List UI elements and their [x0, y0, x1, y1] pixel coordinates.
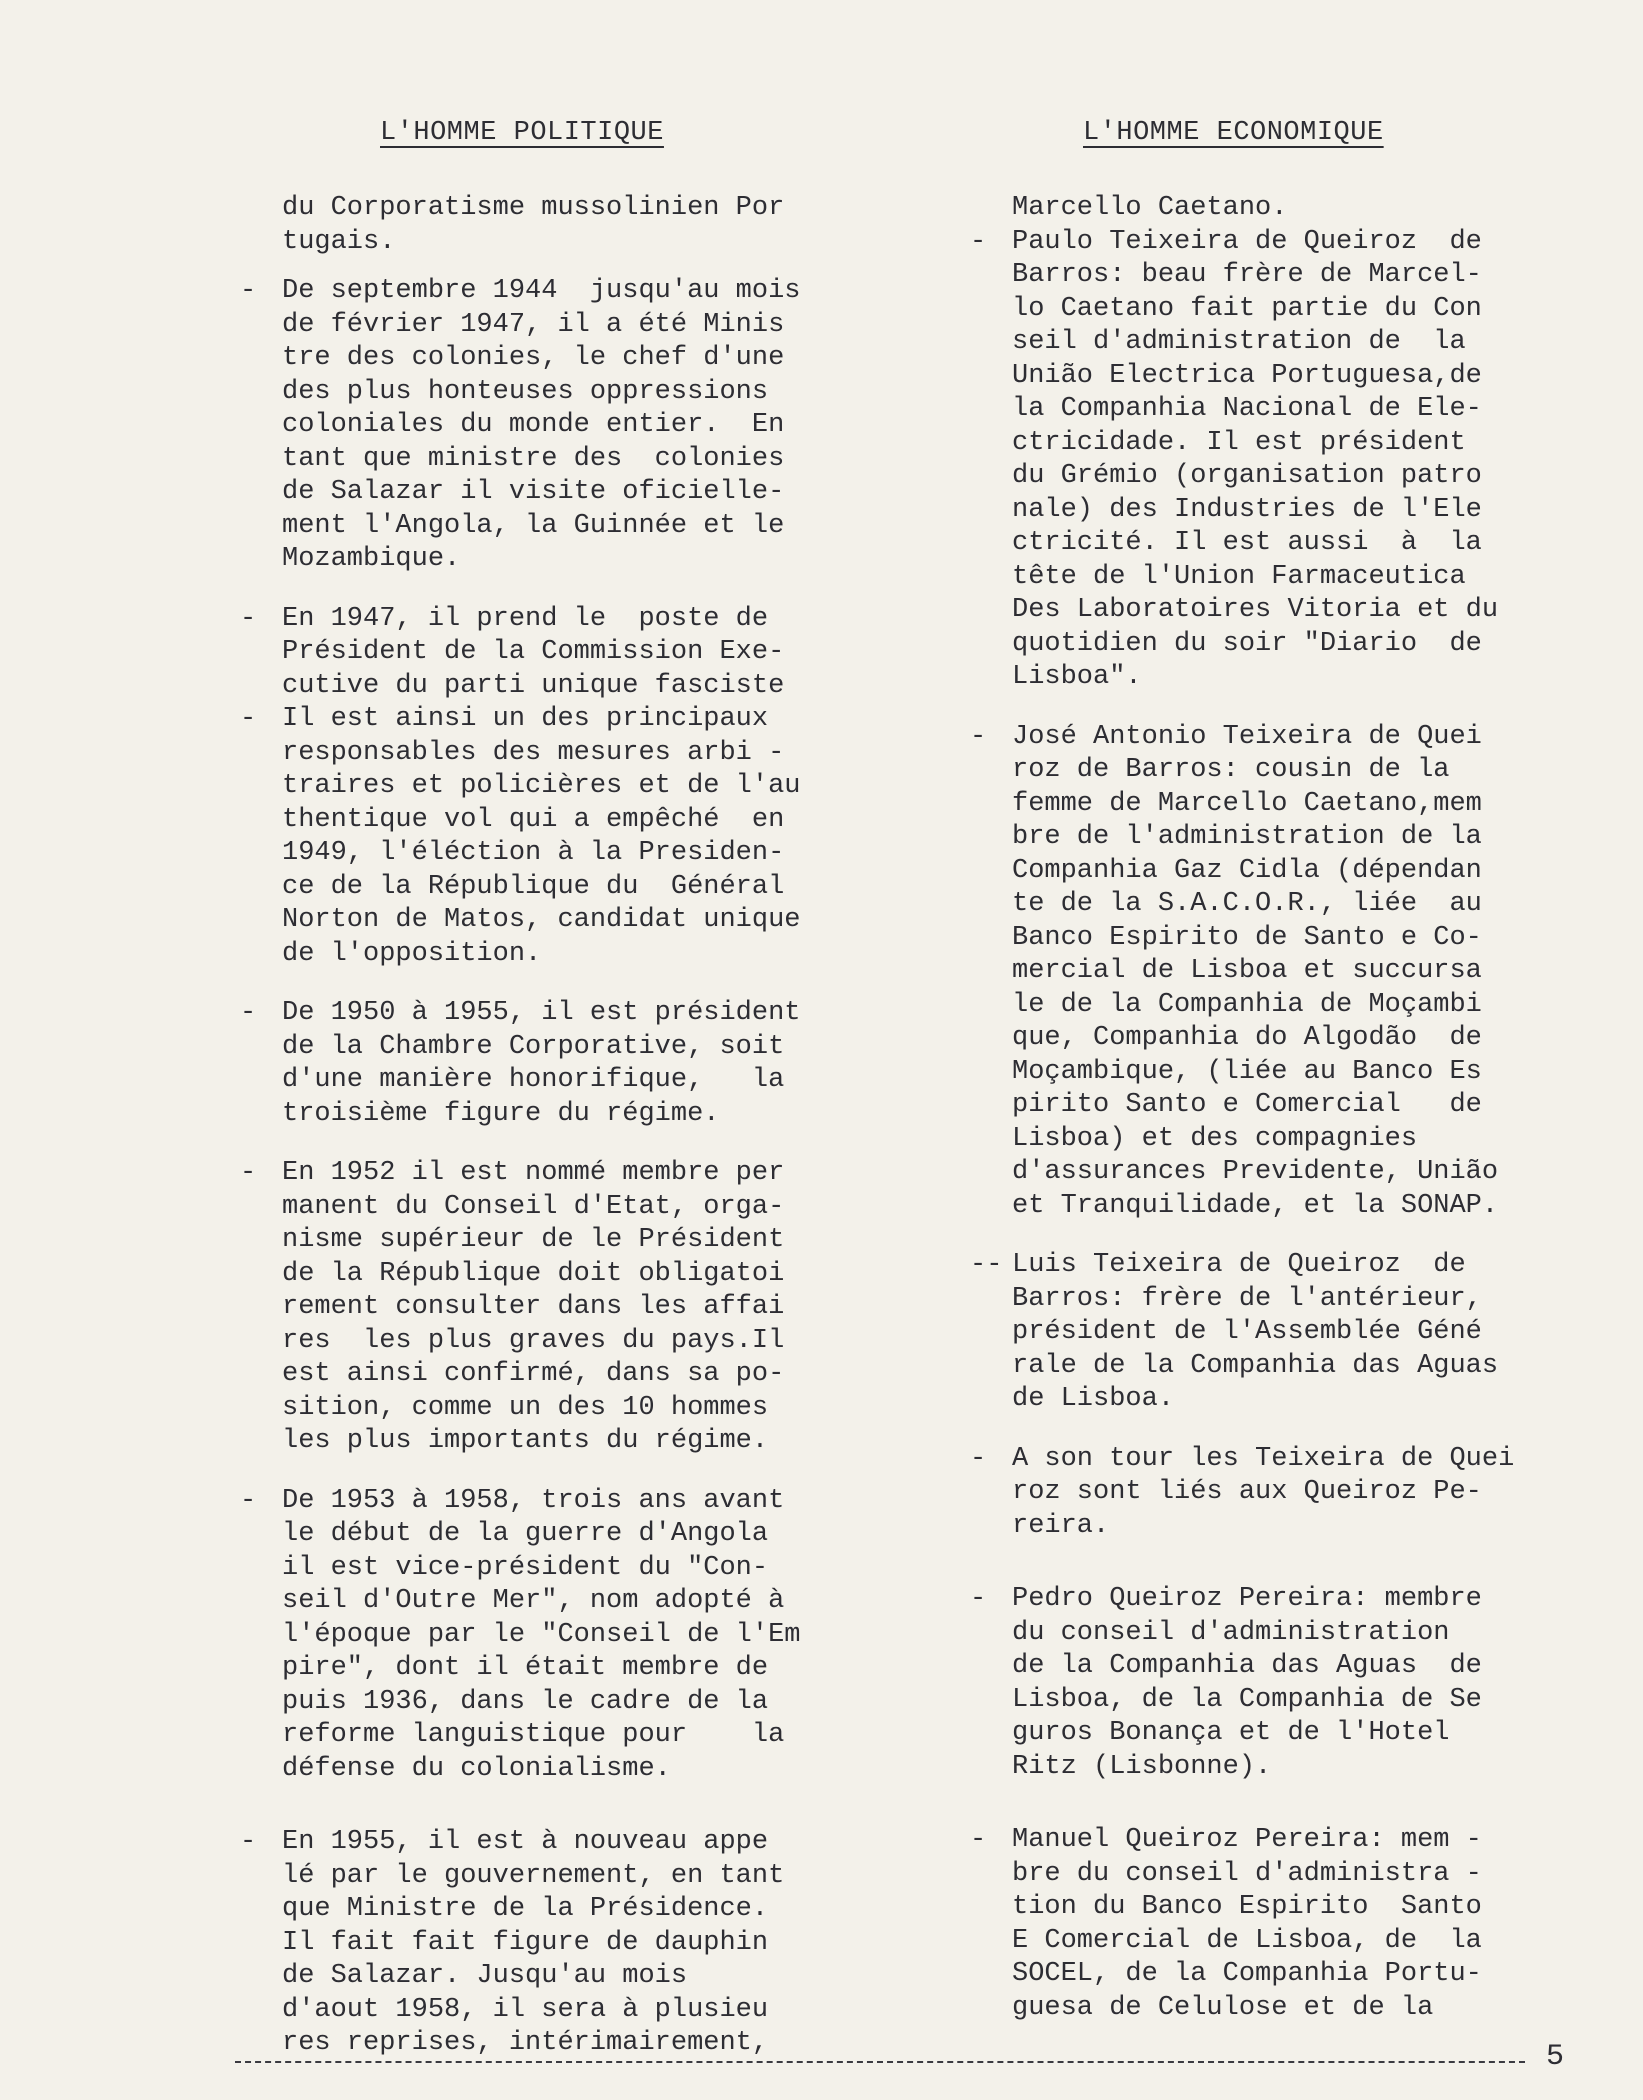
paragraph-text: Il est ainsi un des principaux responsables des mesures arbi - traires et policières et de l'au thentique vol qui a empêché en 1949, l'éléction à la Presiden- ce de la République du Général Norton de Matos, candidat unique de l'opposition.: [282, 704, 801, 969]
dash-marker: -: [970, 721, 987, 752]
paragraph: [970, 1443, 1600, 1544]
paragraph: [970, 1249, 1600, 1417]
paragraph-text: Marcello Caetano.: [1012, 193, 1288, 223]
paragraph-text: Paulo Teixeira de Queiroz de Barros: beau frère de Marcel- lo Caetano fait partie du Con seil d'administration de la União Electrica Portuguesa,de la Companhia Nacional de Ele- ctricidade. Il est président du Grémio (organisation patro nale) des Industries de l'Ele ctricité. Il est aussi à la tête de l'Union Farmaceutica Des Laboratoires Vitoria et du quotidien du soir "Diario de Lisboa".: [1012, 226, 1499, 692]
paragraph-text: De 1950 à 1955, il est président de la Chambre Corporative, soit d'une manière honorifique, la troisième figure du régime.: [282, 998, 801, 1129]
paragraph: [240, 703, 910, 971]
dash-marker: -: [970, 1584, 987, 1614]
paragraph: [970, 226, 1600, 695]
left-column-header: L'HOMME POLITIQUE: [380, 118, 664, 148]
dash-marker: --: [970, 1250, 1003, 1280]
dash-marker: -: [240, 276, 257, 306]
paragraph-text: De 1953 à 1958, trois ans avant le début de la guerre d'Angola il est vice-président du "Con- seil d'Outre Mer", nom adopté à l'époque par le "Conseil de l'Em pire", dont il était membre de puis 1936, dans le cadre de la reforme languistique pour la défense du colonialisme.: [282, 1485, 801, 1784]
footer-dashed-rule: [235, 2061, 1525, 2063]
paragraph-text: Luis Teixeira de Queiroz de Barros: frère de l'antérieur, président de l'Assemblée Géné rale de la Companhia das Aguas de Lisboa.: [1012, 1250, 1499, 1414]
paragraph-text: De septembre 1944 jusqu'au mois de février 1947, il a été Minis tre des colonies, le chef d'une des plus honteuses oppressions coloniales du monde entier. En tant que ministre des colonies de Salazar il visite oficielle- ment l'Angola, la Guinnée et le Mozambique.: [282, 276, 801, 574]
paragraph: [240, 1485, 910, 1787]
paragraph-text: En 1947, il prend le poste de Président de la Commission Exe- cutive du parti unique fasciste: [282, 603, 785, 701]
paragraph: [970, 1583, 1600, 1784]
paragraph-text: Pedro Queiroz Pereira: membre du conseil d'administration de la Companhia das Aguas de Lisboa, de la Companhia de Se guros Bonança et de l'Hotel Ritz (Lisbonne).: [1012, 1584, 1482, 1782]
page-number: 5: [1546, 2040, 1565, 2074]
paragraph-text: du Corporatisme mussolinien Por tugais.: [282, 193, 785, 257]
paragraph: [970, 192, 1600, 226]
dash-marker: -: [240, 1485, 257, 1516]
paragraph-text: A son tour les Teixeira de Quei roz sont liés aux Queiroz Pe- reira.: [1012, 1443, 1515, 1541]
dash-marker: -: [240, 998, 257, 1028]
paragraph: [240, 1826, 910, 2061]
paragraph: [240, 603, 910, 704]
paragraph: [240, 1157, 910, 1459]
paragraph-text: Manuel Queiroz Pereira: mem - bre du conseil d'administra - tion du Banco Espirito Santo E Comercial de Lisboa, de la SOCEL, de la Companhia Portu- guesa de Celulose et de la: [1012, 1825, 1482, 2023]
dash-marker: -: [970, 226, 987, 257]
dash-marker: -: [970, 1443, 987, 1474]
dash-marker: -: [240, 704, 257, 734]
paragraph: [970, 1824, 1600, 2025]
right-column: [970, 192, 1600, 2025]
paragraph: [240, 997, 910, 1131]
right-column-header: L'HOMME ECONOMIQUE: [1083, 118, 1384, 148]
paragraph-text: José Antonio Teixeira de Quei roz de Barros: cousin de la femme de Marcello Caetano,mem bre de l'administration de la Companhia Gaz Cidla (dépendan te de la S.A.C.O.R., liée au Banco Espirito de Santo e Co- mercial de Lisboa et succursa le de la Companhia de Moçambi que, Companhia do Algodão de Moçambique, (liée au Banco Es pirito Santo e Comercial de Lisboa) et des compagnies d'assurances Previdente, União et Tranquilidade, et la SONAP.: [1012, 721, 1499, 1221]
paragraph-text: En 1952 il est nommé membre per manent du Conseil d'Etat, orga- nisme supérieur de le Président de la République doit obligatoi rement consulter dans les affai res les plus graves du pays.Il est ainsi confirmé, dans sa po- sition, comme un des 10 hommes les plus importants du régime.: [282, 1158, 785, 1456]
paragraph: [970, 721, 1600, 1224]
dash-marker: -: [240, 1827, 257, 1857]
paragraph: [240, 275, 910, 577]
dash-marker: -: [970, 1825, 987, 1855]
paragraph: [240, 192, 910, 259]
paragraph-text: En 1955, il est à nouveau appe lé par le gouvernement, en tant que Ministre de la Présidence. Il fait fait figure de dauphin de Salazar. Jusqu'au mois d'aout 1958, il sera à plusieu res reprises, intérimairement,: [282, 1827, 785, 2058]
left-column: [240, 192, 910, 2061]
dash-marker: -: [240, 603, 257, 634]
dash-marker: -: [240, 1158, 257, 1188]
